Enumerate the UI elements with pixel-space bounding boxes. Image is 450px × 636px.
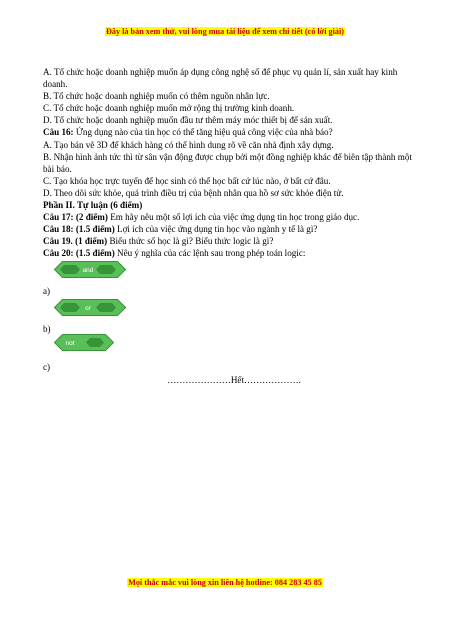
question-16-label: Câu 16: (43, 127, 74, 138)
question-17-text: Em hãy nêu một số lợi ích của việc ứng dụng tin học trong giáo dục. (107, 212, 360, 223)
question-16 (43, 126, 415, 138)
not-block-label: not (65, 339, 75, 347)
q16-option-a: A. Tạo bản vẽ 3D để khách hàng có thể hình dung rõ về căn nhà định xây dựng. (43, 139, 334, 150)
part-2-title-text: Phần II. Tự luận (6 điểm) (43, 200, 143, 211)
document-body (43, 66, 415, 386)
question-20-label: Câu 20: (1.5 điểm) (43, 248, 115, 259)
answer-option-c: C. Tổ chức hoặc doanh nghiệp muốn mở rộng thị trường kinh doanh. (43, 103, 295, 114)
question-19 (43, 235, 415, 247)
hotline-banner (0, 578, 450, 587)
question-17 (43, 211, 415, 223)
not-block (54, 334, 114, 351)
block-option-b (43, 298, 415, 336)
question-18-label: Câu 18: (1.5 điểm) (43, 224, 115, 235)
hotline-text: Mọi thắc mắc vui lòng xin liên hệ hotline: 084 283 45 85 (128, 578, 322, 587)
or-block (54, 299, 126, 316)
question-16-text: Ứng dụng nào của tin học có thể tăng hiệu quả công việc của nhà báo? (73, 127, 333, 138)
block-option-c (43, 336, 415, 374)
end-marker: …………………Hết………………. (167, 374, 301, 385)
block-option-a-letter: a) (43, 286, 51, 297)
or-block-label: or (85, 304, 91, 312)
preview-notice-banner (0, 27, 450, 36)
block-option-a (43, 260, 415, 298)
answer-option-a: A. Tổ chức hoặc doanh nghiệp muốn áp dụng công nghệ số để phục vụ quản lí, sản xuất hay kinh doanh. (43, 67, 398, 90)
question-17-label: Câu 17: (2 điểm) (43, 212, 108, 223)
answer-option-d: D. Tổ chức hoặc doanh nghiệp muốn đầu tư thêm máy móc thiết bị để sản xuất. (43, 115, 333, 126)
question-19-label: Câu 19. (1 điểm) (43, 236, 108, 247)
question-20-text: Nêu ý nghĩa của các lệnh sau trong phép toán logic: (114, 248, 306, 259)
question-20 (43, 247, 415, 259)
answer-option-b: B. Tổ chức hoặc doanh nghiệp muốn có thêm nguồn nhân lực. (43, 91, 270, 102)
part-2-title (43, 199, 415, 211)
q16-option-b: B. Nhận hình ảnh tức thì từ sân vận động được chụp bởi một đồng nghiệp khác để biên tập thành một bài báo. (43, 151, 412, 174)
preview-notice-text: Đây là bản xem thử, vui lòng mua tài liệu để xem chi tiết (có lời giải) (105, 27, 344, 36)
q16-option-c: C. Tạo khóa học trực tuyến để học sinh có thể học bất cứ lúc nào, ở bất cứ đâu. (43, 175, 331, 186)
block-option-b-letter: b) (43, 324, 51, 335)
question-19-text: Biểu thức số học là gì? Biểu thức logic là gì? (107, 236, 274, 247)
and-block-label: and (82, 266, 94, 274)
q16-option-d: D. Theo dõi sức khỏe, quá trình điều trị của bệnh nhân qua hồ sơ sức khỏe điện tử. (43, 187, 344, 198)
question-18 (43, 223, 415, 235)
question-18-text: Lợi ích của việc ứng dụng tin học vào ngành y tế là gì? (114, 224, 318, 235)
and-block (54, 261, 126, 278)
block-option-c-letter: c) (43, 362, 51, 373)
